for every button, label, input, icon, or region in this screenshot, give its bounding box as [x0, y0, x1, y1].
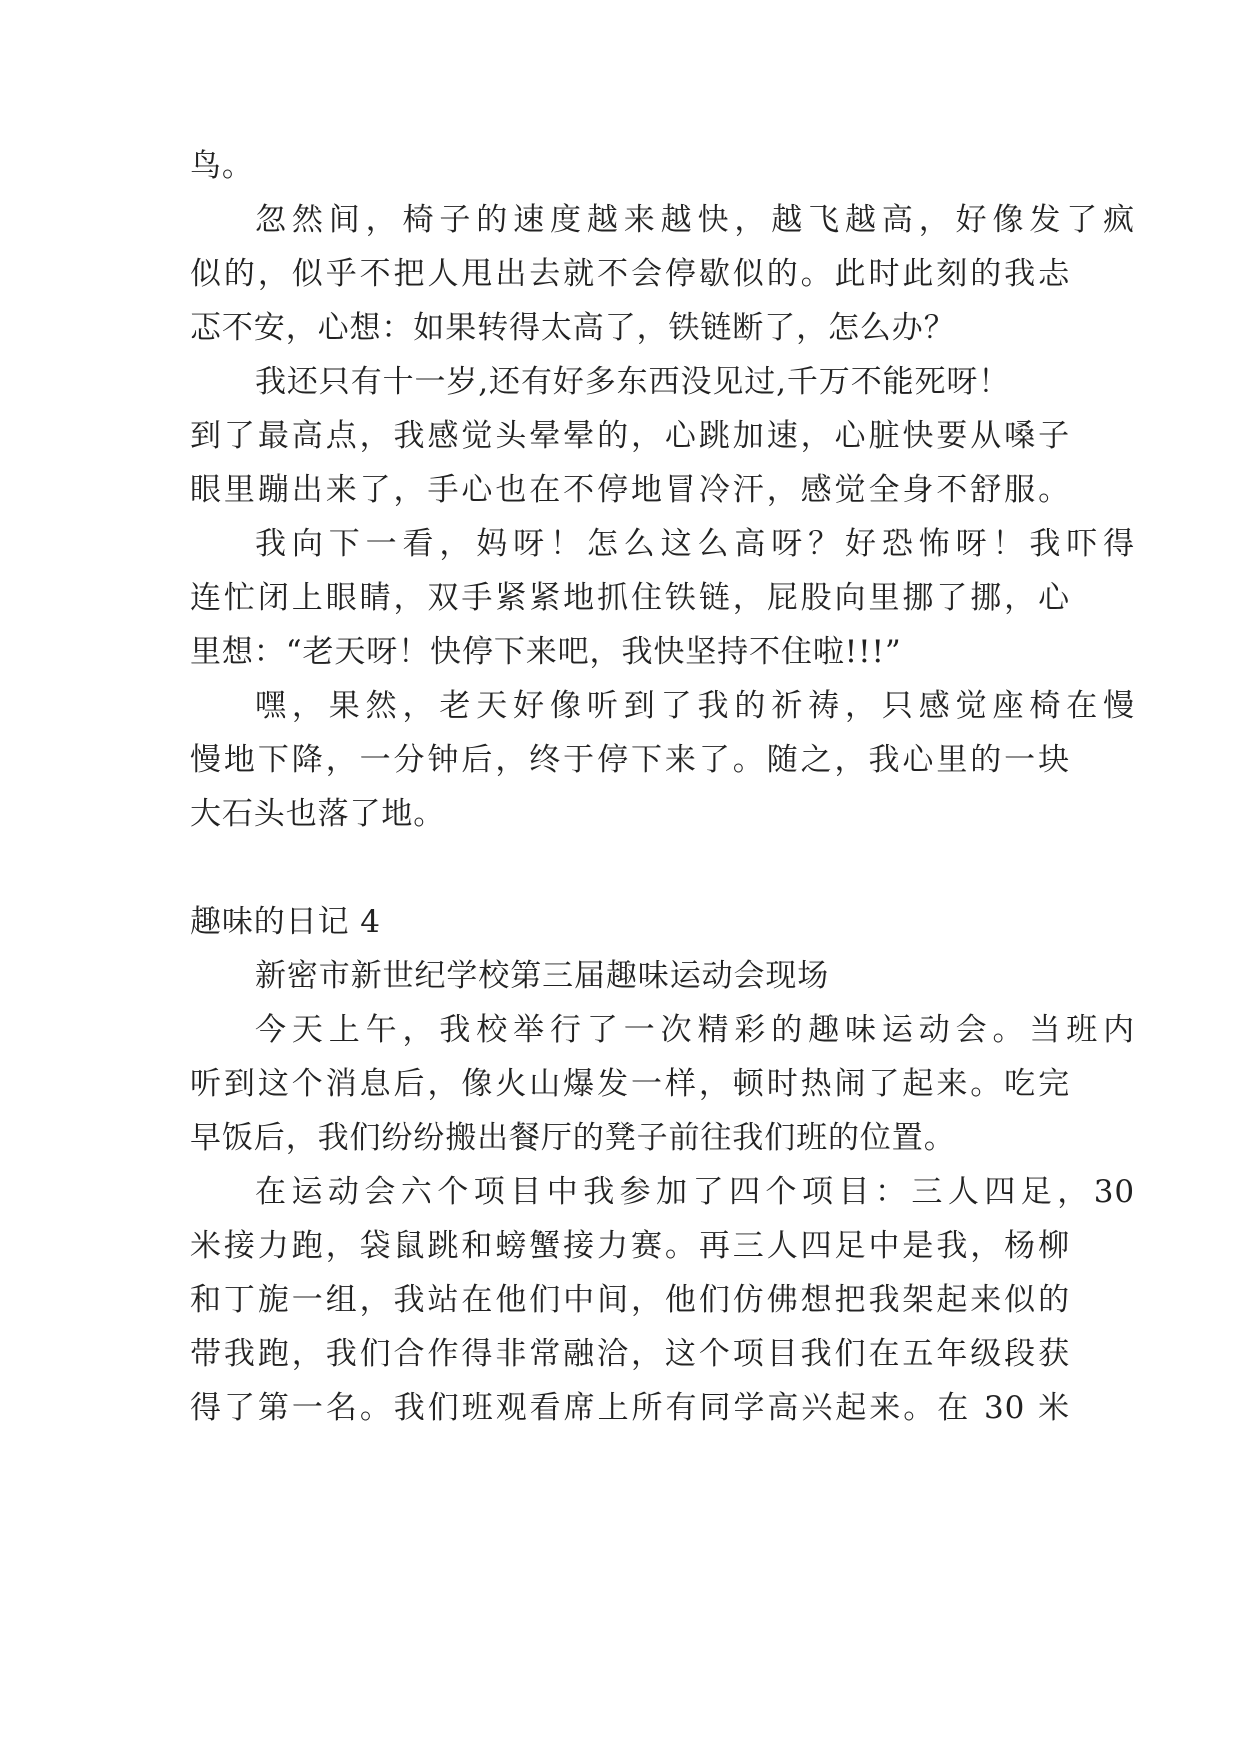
text-line-11: 嘿，果然，老天好像听到了我的祈祷，只感觉座椅在慢	[255, 688, 1135, 724]
text-line-20: 米接力跑，袋鼠跳和螃蟹接力赛。再三人四足中是我，杨柳	[190, 1228, 1070, 1264]
text-line-18: 早饭后，我们纷纷搬出餐厅的凳子前往我们班的位置。	[190, 1120, 956, 1156]
text-line-2: 忽然间，椅子的速度越来越快，越飞越高，好像发了疯	[255, 202, 1135, 238]
section-heading: 趣味的日记 4	[190, 904, 381, 940]
text-line-7: 眼里蹦出来了，手心也在不停地冒冷汗，感觉全身不舒服。	[190, 472, 1070, 508]
text-line-12: 慢地下降，一分钟后，终于停下来了。随之，我心里的一块	[190, 742, 1070, 778]
text-line-22: 带我跑，我们合作得非常融洽，这个项目我们在五年级段获	[190, 1336, 1070, 1372]
text-line-5: 我还只有十一岁,还有好多东西没见过,千万不能死呀！	[255, 364, 1011, 400]
text-line-10: 里想：“老天呀！快停下来吧，我快坚持不住啦!!!”	[190, 634, 902, 670]
text-line-3: 似的，似乎不把人甩出去就不会停歇似的。此时此刻的我忐	[190, 256, 1070, 292]
text-line-21: 和丁旎一组，我站在他们中间，他们仿佛想把我架起来似的	[190, 1282, 1070, 1318]
text-line-6: 到了最高点，我感觉头晕晕的，心跳加速，心脏快要从嗓子	[190, 418, 1070, 454]
text-line-8: 我向下一看，妈呀！怎么这么高呀？好恐怖呀！我吓得	[255, 526, 1135, 562]
text-line-19: 在运动会六个项目中我参加了四个项目：三人四足，30	[255, 1174, 1135, 1210]
text-line-13: 大石头也落了地。	[190, 796, 446, 832]
text-line-1: 鸟。	[190, 148, 254, 184]
text-line-4: 忑不安，心想：如果转得太高了，铁链断了，怎么办？	[190, 310, 956, 346]
text-line-17: 听到这个消息后，像火山爆发一样，顿时热闹了起来。吃完	[190, 1066, 1070, 1102]
text-line-23: 得了第一名。我们班观看席上所有同学高兴起来。在 30 米	[190, 1390, 1070, 1426]
section-subtitle: 新密市新世纪学校第三届趣味运动会现场	[255, 958, 830, 994]
text-line-9: 连忙闭上眼睛，双手紧紧地抓住铁链，屁股向里挪了挪，心	[190, 580, 1070, 616]
text-line-16: 今天上午，我校举行了一次精彩的趣味运动会。当班内	[255, 1012, 1135, 1048]
